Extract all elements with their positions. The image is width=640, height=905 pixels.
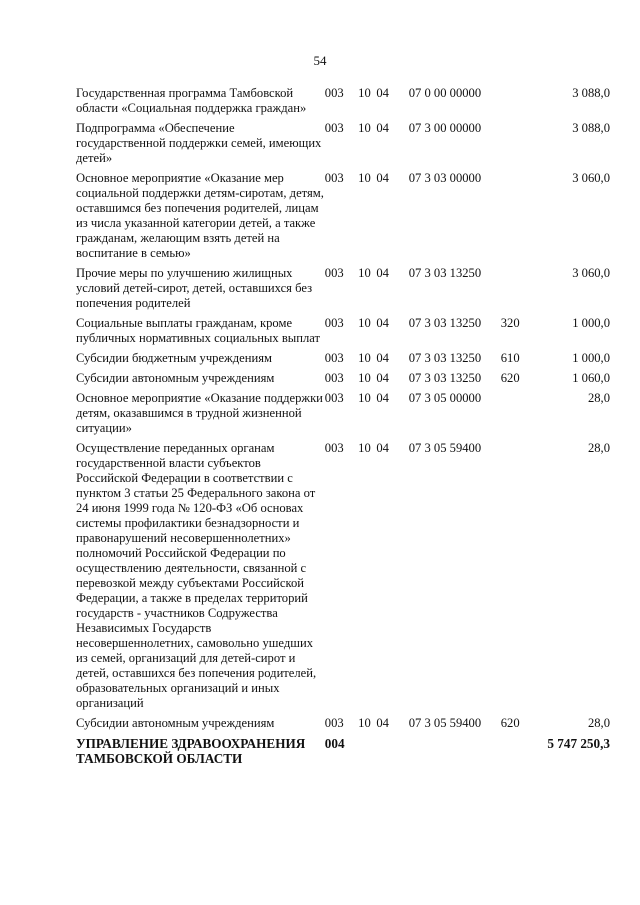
table-row — [76, 316, 610, 351]
row-razdel-code: 10 — [358, 391, 371, 405]
row-razdel-code: 10 — [358, 441, 371, 455]
row-grbs-code: 003 — [324, 266, 344, 280]
row-name: Субсидии автономным учреждениям — [76, 716, 275, 730]
row-expense-type-code — [501, 441, 536, 716]
row-razdel-code: 10 — [358, 171, 371, 185]
row-sum: 28,0 — [587, 441, 610, 455]
row-name: Осуществление переданных органам государственной власти субъектов Российской Федерации в соответствии с пунктом 3 статьи 25 Федерального закона от 24 июня 1999 года № 120-ФЗ «Об основах системы профилактики безнадзорности и правонарушений несовершеннолетних» полномочий Российской Федерации по осуществлению деятельности, связанной с перевозкой между субъектами Российской Федерации, а также в пределах территорий государств - участников Содружества Независимых Государств несовершеннолетних, самовольно ушедших из семей, организаций для детей-сирот и детей, оставшихся без попечения родителей, образовательных организаций и иных организаций — [76, 441, 317, 710]
row-target-article-code: 07 3 03 13250 — [408, 371, 482, 385]
row-razdel-code: 10 — [358, 716, 371, 730]
table-row — [76, 736, 610, 771]
row-target-article-code: 07 3 05 59400 — [408, 716, 482, 730]
row-name: Государственная программа Тамбовской области «Социальная поддержка граждан» — [76, 86, 307, 115]
row-razdel-code: 10 — [358, 351, 371, 365]
row-sum: 1 000,0 — [572, 316, 610, 330]
row-name: Подпрограмма «Обеспечение государственной поддержки семей, имеющих детей» — [76, 121, 322, 165]
row-podrazdel-code: 04 — [376, 441, 389, 455]
row-name: Субсидии автономным учреждениям — [76, 371, 275, 385]
row-expense-type-code — [501, 171, 536, 266]
row-sum: 5 747 250,3 — [547, 736, 610, 751]
row-sum: 28,0 — [587, 391, 610, 405]
row-podrazdel-code: 04 — [376, 371, 389, 385]
row-podrazdel-code: 04 — [376, 121, 389, 135]
row-expense-type-code: 610 — [500, 351, 520, 365]
table-row — [76, 716, 610, 736]
row-razdel-code: 10 — [358, 371, 371, 385]
row-expense-type-code — [501, 121, 536, 171]
row-grbs-code: 003 — [324, 171, 344, 185]
table-row — [76, 266, 610, 316]
row-target-article-code: 07 0 00 00000 — [408, 86, 482, 100]
table-row — [76, 121, 610, 171]
row-sum: 3 060,0 — [572, 171, 610, 185]
row-expense-type-code: 620 — [500, 716, 520, 730]
row-podrazdel-code: 04 — [376, 86, 389, 100]
row-target-article-code: 07 3 00 00000 — [408, 121, 482, 135]
row-razdel-code: 10 — [358, 266, 371, 280]
row-podrazdel-code: 04 — [376, 266, 389, 280]
row-grbs-code: 003 — [324, 351, 344, 365]
table-row — [76, 351, 610, 371]
row-sum: 3 060,0 — [572, 266, 610, 280]
row-sum: 28,0 — [587, 716, 610, 730]
row-grbs-code: 003 — [324, 391, 344, 405]
table-row — [76, 371, 610, 391]
row-expense-type-code: 320 — [500, 316, 520, 330]
table-row — [76, 171, 610, 266]
row-razdel-code: 10 — [358, 121, 371, 135]
row-target-article-code: 07 3 03 00000 — [408, 171, 482, 185]
row-grbs-code: 003 — [324, 441, 344, 455]
row-expense-type-code: 620 — [500, 371, 520, 385]
row-expense-type-code — [501, 266, 536, 316]
row-target-article-code: 07 3 05 00000 — [408, 391, 482, 405]
row-podrazdel-code — [376, 736, 408, 771]
table-row — [76, 441, 610, 716]
row-razdel-code: 10 — [358, 316, 371, 330]
row-name: Основное мероприятие «Оказание мер социальной поддержки детям-сиротам, детям, оставшимся без попечения родителей, лицам из числа указанной категории детей, а также гражданам, желающим взять детей на воспитание в семью» — [76, 171, 324, 260]
row-sum: 3 088,0 — [572, 121, 610, 135]
row-podrazdel-code: 04 — [376, 391, 389, 405]
row-grbs-code: 003 — [324, 316, 344, 330]
row-target-article-code: 07 3 05 59400 — [408, 441, 482, 455]
row-razdel-code: 10 — [358, 86, 371, 100]
row-name: Основное мероприятие «Оказание поддержки детям, оказавшимся в трудной жизненной ситуации» — [76, 391, 323, 435]
row-expense-type-code — [501, 86, 536, 121]
row-podrazdel-code: 04 — [376, 316, 389, 330]
row-target-article-code — [409, 736, 501, 771]
row-name: Субсидии бюджетным учреждениям — [76, 351, 272, 365]
row-grbs-code: 003 — [324, 716, 344, 730]
row-target-article-code: 07 3 03 13250 — [408, 316, 482, 330]
row-expense-type-code — [501, 736, 536, 771]
row-name: УПРАВЛЕНИЕ ЗДРАВООХРАНЕНИЯ ТАМБОВСКОЙ ОБЛАСТИ — [76, 736, 306, 766]
row-razdel-code — [358, 736, 376, 771]
budget-table-body — [76, 86, 610, 771]
budget-table — [76, 86, 610, 771]
page-number: 54 — [313, 53, 327, 68]
row-podrazdel-code: 04 — [376, 171, 389, 185]
row-sum: 1 000,0 — [572, 351, 610, 365]
row-podrazdel-code: 04 — [376, 716, 389, 730]
row-target-article-code: 07 3 03 13250 — [408, 351, 482, 365]
table-row — [76, 86, 610, 121]
table-row — [76, 391, 610, 441]
row-name: Социальные выплаты гражданам, кроме публичных нормативных социальных выплат — [76, 316, 321, 345]
row-grbs-code: 003 — [324, 371, 344, 385]
row-grbs-code: 003 — [324, 121, 344, 135]
row-expense-type-code — [501, 391, 536, 441]
row-sum: 1 060,0 — [572, 371, 610, 385]
row-name: Прочие меры по улучшению жилищных условий детей-сирот, детей, оставшихся без попечения родителей — [76, 266, 313, 310]
row-target-article-code: 07 3 03 13250 — [408, 266, 482, 280]
row-podrazdel-code: 04 — [376, 351, 389, 365]
row-grbs-code: 004 — [324, 736, 345, 751]
row-grbs-code: 003 — [324, 86, 344, 100]
row-sum: 3 088,0 — [572, 86, 610, 100]
